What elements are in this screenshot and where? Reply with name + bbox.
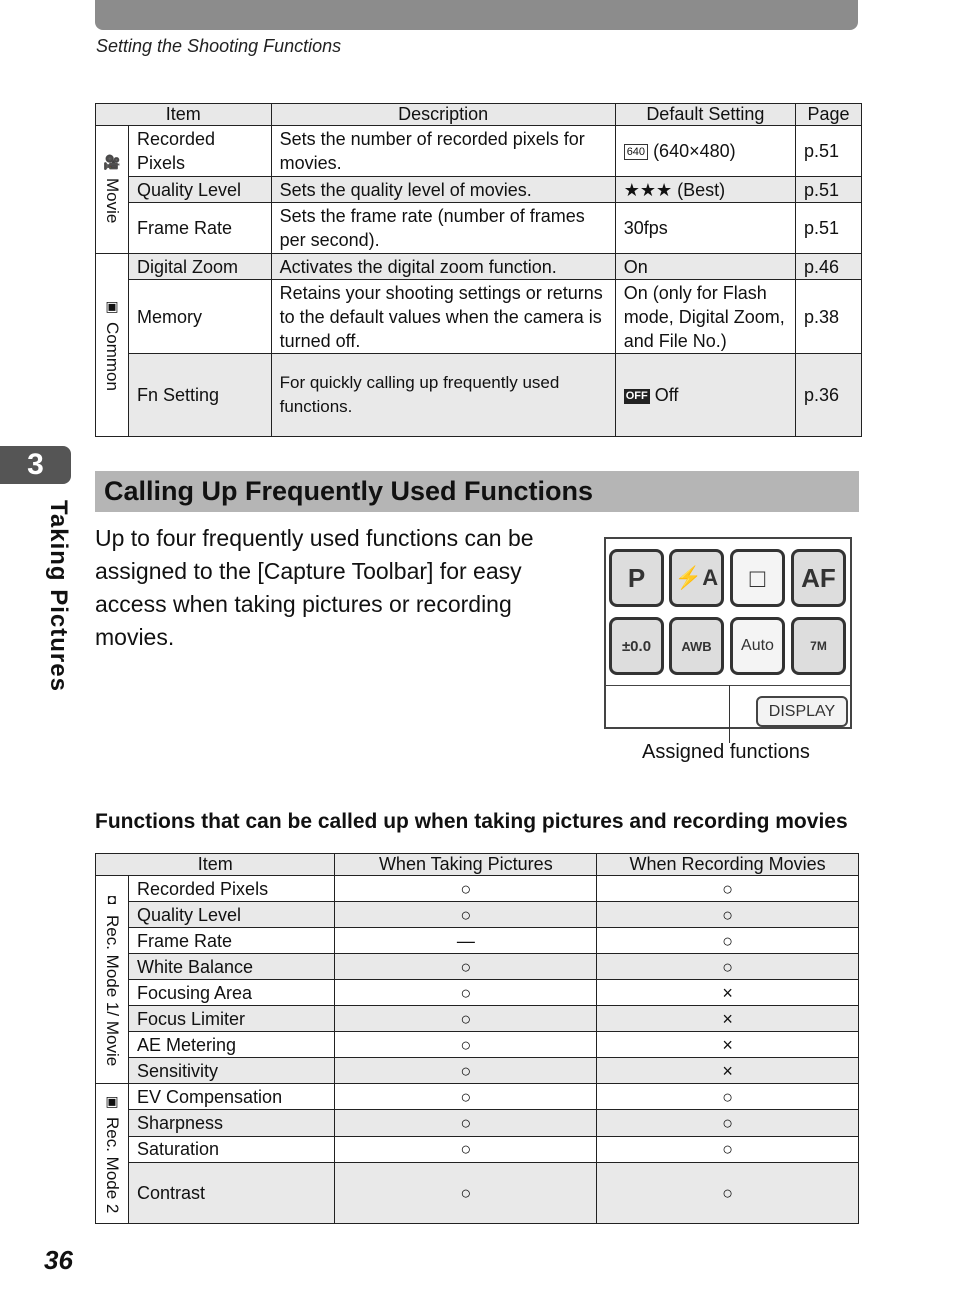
rec-mode-icon: ◘ xyxy=(107,891,117,908)
table-row xyxy=(96,280,862,354)
camera-mode-icon: ▣ xyxy=(105,298,119,315)
table-row xyxy=(96,876,859,902)
page-cell: p.36 xyxy=(796,354,862,437)
default-cell: OFF Off xyxy=(615,354,795,437)
item-cell: Digital Zoom xyxy=(129,254,272,280)
item-cell: Sensitivity xyxy=(129,1058,335,1084)
desc-cell: Sets the quality level of movies. xyxy=(271,177,615,203)
chapter-number-tab: 3 xyxy=(0,446,71,484)
table-row xyxy=(96,254,862,280)
item-cell: Saturation xyxy=(129,1136,335,1162)
capture-toolbar-illustration xyxy=(604,537,852,729)
functions-subheading: Functions that can be called up when taking pictures and recording movies xyxy=(95,810,848,833)
pictures-cell: ○ xyxy=(335,1084,597,1110)
sensitivity-auto-icon: Auto xyxy=(730,617,785,675)
item-cell: EV Compensation xyxy=(129,1084,335,1110)
default-cell: ★★★ (Best) xyxy=(615,177,795,203)
movies-cell: ○ xyxy=(597,1162,859,1224)
pictures-cell: ○ xyxy=(335,1162,597,1224)
page-cell: p.51 xyxy=(796,126,862,177)
movies-cell: × xyxy=(597,1006,859,1032)
section-heading-bar xyxy=(95,471,859,512)
movies-cell: ○ xyxy=(597,1136,859,1162)
divider xyxy=(606,685,850,686)
item-cell: Focus Limiter xyxy=(129,1006,335,1032)
section-heading: Calling Up Frequently Used Functions xyxy=(104,476,594,506)
page-cell: p.51 xyxy=(796,177,862,203)
pictures-cell: ○ xyxy=(335,1006,597,1032)
movies-cell: ○ xyxy=(597,902,859,928)
display-button: DISPLAY xyxy=(756,696,848,727)
item-cell: Frame Rate xyxy=(129,203,272,254)
pictures-cell: ○ xyxy=(335,1032,597,1058)
item-cell: Recorded Pixels xyxy=(129,126,272,177)
table-row xyxy=(96,1006,859,1032)
item-cell: AE Metering xyxy=(129,1032,335,1058)
table-row xyxy=(96,1032,859,1058)
table-row xyxy=(96,928,859,954)
recorded-pixels-icon: 7M xyxy=(791,617,846,675)
movies-cell: ○ xyxy=(597,1110,859,1136)
pictures-cell: ○ xyxy=(335,876,597,902)
resolution-640-icon: 640 xyxy=(624,144,648,160)
default-cell: 640 (640×480) xyxy=(615,126,795,177)
desc-cell: Activates the digital zoom function. xyxy=(271,254,615,280)
movies-cell: × xyxy=(597,1032,859,1058)
item-cell: Contrast xyxy=(129,1162,335,1224)
panel-caption: Assigned functions xyxy=(642,741,810,763)
table-row xyxy=(96,177,862,203)
drive-mode-icon: □ xyxy=(730,549,785,607)
desc-cell: Sets the frame rate (number of frames per second). xyxy=(271,203,615,254)
default-cell: On xyxy=(615,254,795,280)
section-header: Setting the Shooting Functions xyxy=(96,36,342,56)
page-number: 36 xyxy=(44,1245,73,1275)
movies-cell: × xyxy=(597,1058,859,1084)
movies-cell: ○ xyxy=(597,1084,859,1110)
table-row xyxy=(96,1136,859,1162)
top-header-bar xyxy=(95,0,858,30)
table-row xyxy=(96,354,862,437)
col-header-page: Page xyxy=(796,104,862,126)
off-icon: OFF xyxy=(625,390,648,402)
page-cell: p.38 xyxy=(796,280,862,354)
desc-cell: Sets the number of recorded pixels for movies. xyxy=(271,126,615,177)
movies-cell: ○ xyxy=(597,876,859,902)
item-cell: Quality Level xyxy=(129,177,272,203)
item-cell: Focusing Area xyxy=(129,980,335,1006)
desc-cell: For quickly calling up frequently used functions. xyxy=(271,354,615,437)
table-row xyxy=(96,203,862,254)
group-label-movie: 🎥 Movie xyxy=(96,126,129,254)
movies-cell: ○ xyxy=(597,954,859,980)
table-row xyxy=(96,954,859,980)
movie-icon: 🎥 xyxy=(103,154,121,171)
default-cell: On (only for Flash mode, Digital Zoom, and File No.) xyxy=(615,280,795,354)
table-row xyxy=(96,902,859,928)
table-row xyxy=(96,980,859,1006)
functions-availability-table xyxy=(95,853,859,1224)
pictures-cell: ○ xyxy=(335,902,597,928)
item-cell: Frame Rate xyxy=(129,928,335,954)
page-cell: p.51 xyxy=(796,203,862,254)
movies-cell: ○ xyxy=(597,928,859,954)
page-cell: p.46 xyxy=(796,254,862,280)
group-label-rec-mode-2: ▣ Rec. Mode 2 xyxy=(96,1084,129,1224)
item-cell: Fn Setting xyxy=(129,354,272,437)
pictures-cell: ○ xyxy=(335,954,597,980)
pictures-cell: — xyxy=(335,928,597,954)
col-header-description: Description xyxy=(271,104,615,126)
table-row xyxy=(96,1110,859,1136)
col-header-item: Item xyxy=(96,854,335,876)
group-label-common: ▣ Common xyxy=(96,254,129,437)
pictures-cell: ○ xyxy=(335,980,597,1006)
rec-mode-2-icon: ▣ xyxy=(105,1093,119,1109)
pictures-cell: ○ xyxy=(335,1058,597,1084)
item-cell: Recorded Pixels xyxy=(129,876,335,902)
default-cell: 30fps xyxy=(615,203,795,254)
item-cell: Memory xyxy=(129,280,272,354)
pictures-cell: ○ xyxy=(335,1110,597,1136)
table-row xyxy=(96,1084,859,1110)
autofocus-icon: AF xyxy=(791,549,846,607)
group-label-rec-mode-1: ◘ Rec. Mode 1/ Movie xyxy=(96,876,129,1084)
movies-cell: × xyxy=(597,980,859,1006)
item-cell: Sharpness xyxy=(129,1110,335,1136)
item-cell: Quality Level xyxy=(129,902,335,928)
col-header-default: Default Setting xyxy=(615,104,795,126)
col-header-item: Item xyxy=(96,104,272,126)
program-mode-icon: P xyxy=(609,549,664,607)
col-header-pictures: When Taking Pictures xyxy=(335,854,597,876)
item-cell: White Balance xyxy=(129,954,335,980)
desc-cell: Retains your shooting settings or returns to the default values when the camera is turned off. xyxy=(271,280,615,354)
ev-compensation-icon: ±0.0 xyxy=(609,617,664,675)
chapter-title: Taking Pictures xyxy=(45,500,72,692)
table-row xyxy=(96,1058,859,1084)
table-header-row xyxy=(96,104,862,126)
pictures-cell: ○ xyxy=(335,1136,597,1162)
col-header-movies: When Recording Movies xyxy=(597,854,859,876)
table-row xyxy=(96,126,862,177)
default-settings-table xyxy=(95,103,862,437)
table-row xyxy=(96,1162,859,1224)
white-balance-icon: AWB xyxy=(669,617,724,675)
caption-leader-line xyxy=(729,685,730,743)
table-header-row xyxy=(96,854,859,876)
intro-paragraph: Up to four frequently used functions can be assigned to the [Capture Toolbar] for easy access when taking pictures or recording movies. xyxy=(95,525,534,650)
flash-auto-icon: ⚡A xyxy=(669,549,724,607)
